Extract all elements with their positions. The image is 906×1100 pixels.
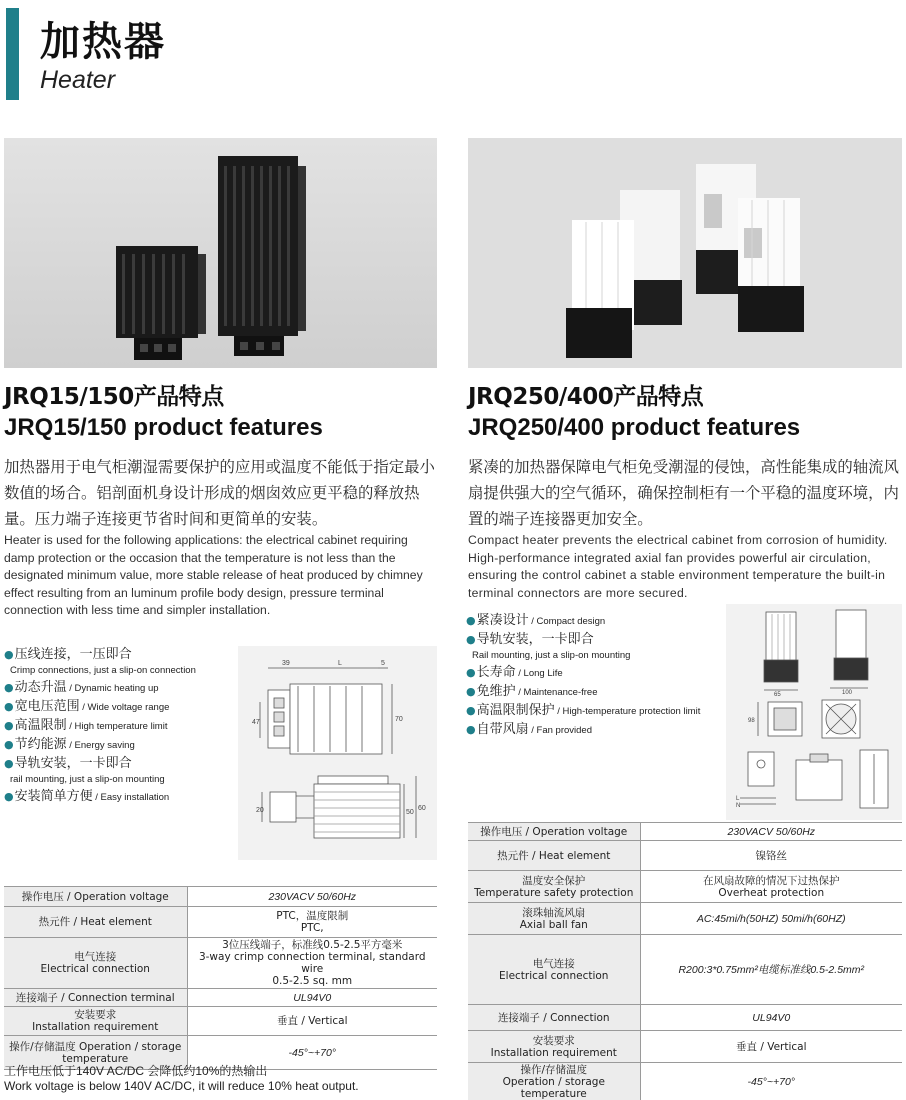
- label-n: N: [736, 803, 741, 809]
- jrq250-product-photo: [468, 138, 902, 368]
- list-item: ●紧凑设计 / Compact design: [466, 613, 606, 628]
- spec-key: 安装要求 Installation requirement: [4, 1007, 187, 1036]
- table-row: [468, 841, 902, 871]
- dim-70: 70: [395, 716, 403, 723]
- spec-value: 230VACV 50/60Hz: [640, 823, 902, 841]
- spec-key: 热元件 / Heat element: [468, 841, 640, 871]
- spec-value: R200:3*0.75mm²电缆标准线0.5-2.5mm²: [640, 935, 902, 1005]
- jrq250-heading: [468, 382, 800, 444]
- footnote-zh: 工作电压低于140V AC/DC 会降低约10%的热输出: [4, 1064, 268, 1078]
- list-item: ●高温限制保护 / High-temperature protection limit: [466, 703, 701, 718]
- spec-key: 滚珠轴流风扇 Axial ball fan: [468, 903, 640, 935]
- dim-47: 47: [252, 719, 260, 726]
- dim-50: 50: [406, 809, 414, 816]
- spec-value: 垂直 / Vertical: [187, 1007, 437, 1036]
- dim-65: 65: [774, 692, 781, 698]
- table-row: [468, 1005, 902, 1031]
- jrq250-heater-illustration: [468, 138, 902, 368]
- spec-key: 操作/存储温度 Operation / storage temperature: [468, 1063, 640, 1100]
- spec-key: 电气连接 Electrical connection: [4, 938, 187, 989]
- list-item: ●宽电压范围 / Wide voltage range: [4, 699, 170, 714]
- table-row: [468, 1063, 902, 1100]
- jrq250-feature-list: [466, 612, 724, 740]
- spec-value: AC:45mi/h(50HZ) 50mi/h(60HZ): [640, 903, 902, 935]
- table-row: [468, 1031, 902, 1063]
- jrq15-heading: [4, 382, 323, 444]
- dim-60: 60: [418, 805, 426, 812]
- spec-value: UL94V0: [187, 989, 437, 1007]
- page-title: 加热器: [40, 19, 166, 65]
- spec-key: 操作/存储温度 Operation / storage temperature: [4, 1036, 187, 1070]
- list-item: ●免维护 / Maintenance-free: [466, 684, 598, 699]
- spec-value: -45°~+70°: [187, 1036, 437, 1070]
- list-item: ●高温限制 / High temperature limit: [4, 718, 168, 733]
- jrq15-product-photo: [4, 138, 437, 368]
- jrq250-description-zh: 紧凑的加热器保障电气柜免受潮湿的侵蚀，高性能集成的轴流风扇提供强大的空气循环，确保控制柜有一个平稳的温度环境，内置的端子连接器更加安全。: [468, 458, 899, 528]
- jrq15-description-zh: 加热器用于电气柜潮湿需要保护的应用或温度不能低于指定最小数值的场合。铝剖面机身设计形成的烟囱效应更平稳的释放热量。压力端子连接更节省时间和更简单的安装。: [4, 458, 435, 528]
- spec-key: 温度安全保护 Temperature safety protection: [468, 871, 640, 903]
- list-item: ●安装简单方便 / Easy installation: [4, 789, 170, 804]
- spec-value: UL94V0: [640, 1005, 902, 1031]
- table-row: [468, 935, 902, 1005]
- spec-value: -45°~+70°: [640, 1063, 902, 1100]
- spec-value: 230VACV 50/60Hz: [187, 887, 437, 907]
- table-row: [4, 938, 437, 989]
- dim-20: 20: [256, 807, 264, 814]
- spec-value: 镍铬丝: [640, 841, 902, 871]
- spec-key: 连接端子 / Connection: [468, 1005, 640, 1031]
- list-item: ●动态升温 / Dynamic heating up: [4, 680, 159, 695]
- table-row: [468, 871, 902, 903]
- list-item: ●长寿命 / Long Life: [466, 665, 563, 680]
- dim-39: 39: [282, 660, 290, 667]
- jrq15-description-en: Heater is used for the following applications: the electrical cabinet requiring damp protection or the occasion that the temperature is not less than the designated minimum value, more stable release of heat produced by chimney effect resulting from an luminum profile body design, pressure terminal connection with less time and simpler installation.: [4, 533, 423, 617]
- list-item: ●导轨安装，一卡即合 rail mounting, just a slip-on mounting: [4, 756, 165, 785]
- jrq250-spec-table: [468, 822, 902, 1100]
- table-row: [468, 903, 902, 935]
- jrq15-spec-table: [4, 886, 437, 1070]
- spec-key: 操作电压 / Operation voltage: [4, 887, 187, 907]
- jrq15-heading-en: JRQ15/150 product features: [4, 414, 323, 441]
- jrq15-heater-illustration: [4, 138, 437, 368]
- jrq15-feature-list: [4, 646, 234, 807]
- jrq250-heading-zh: JRQ250/400产品特点: [468, 384, 704, 410]
- jrq250-heading-en: JRQ250/400 product features: [468, 414, 801, 441]
- footnote-en: Work voltage is below 140V AC/DC, it will reduce 10% heat output.: [4, 1079, 359, 1093]
- spec-key: 安装要求 Installation requirement: [468, 1031, 640, 1063]
- dim-100: 100: [842, 690, 853, 696]
- label-l: L: [736, 796, 740, 802]
- list-item: ●导轨安装，一卡即合 Rail mounting, just a slip-on mounting: [466, 632, 631, 661]
- list-item: ●节约能源 / Energy saving: [4, 737, 135, 752]
- spec-value: PTC，温度限制 PTC,: [187, 907, 437, 938]
- dim-5: 5: [381, 660, 385, 667]
- dim-l: L: [338, 660, 342, 667]
- spec-key: 热元件 / Heat element: [4, 907, 187, 938]
- table-row: [4, 907, 437, 938]
- jrq250-dimension-diagram: [726, 604, 902, 820]
- spec-key: 连接端子 / Connection terminal: [4, 989, 187, 1007]
- page-subtitle: Heater: [40, 66, 116, 94]
- jrq15-dimension-diagram: [238, 646, 437, 860]
- spec-value: 垂直 / Vertical: [640, 1031, 902, 1063]
- table-row: [4, 887, 437, 907]
- footnote: [4, 1064, 359, 1094]
- dim-98: 98: [748, 718, 755, 724]
- spec-key: 电气连接 Electrical connection: [468, 935, 640, 1005]
- list-item: ●自带风扇 / Fan provided: [466, 722, 592, 737]
- list-item: ●压线连接，一压即合 Crimp connections, just a slip-on connection: [4, 647, 196, 676]
- jrq15-heading-zh: JRQ15/150产品特点: [4, 384, 224, 410]
- table-row: [4, 1007, 437, 1036]
- spec-value: 在风扇故障的情况下过热保护 Overheat protection: [640, 871, 902, 903]
- table-row: [4, 989, 437, 1007]
- table-row: [468, 823, 902, 841]
- spec-key: 操作电压 / Operation voltage: [468, 823, 640, 841]
- accent-bar: [6, 8, 19, 100]
- spec-value: 3位压线端子，标准线0.5-2.5平方毫米 3-way crimp connection terminal, standard wire 0.5-2.5 sq. mm: [187, 938, 437, 989]
- jrq250-description-en: Compact heater prevents the electrical cabinet from corrosion of humidity. High-performance integrated axial fan provides powerful air circulation, ensuring the control cabinet a stable environment temperature the built-in terminal connectors are more secured.: [468, 533, 888, 600]
